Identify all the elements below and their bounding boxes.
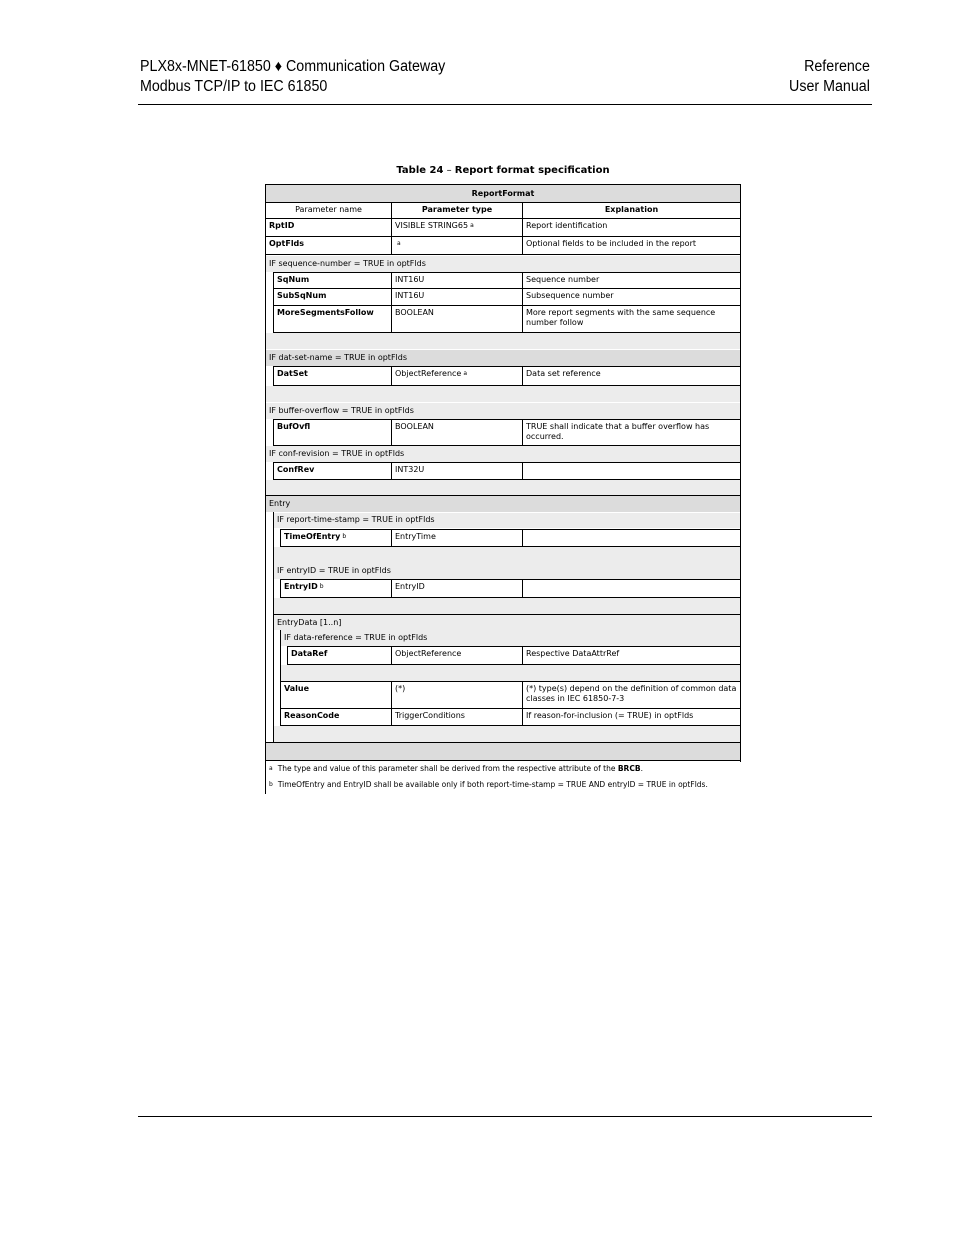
param-name: ReasonCode (284, 711, 340, 720)
table-row (273, 305, 741, 333)
condition-label: IF dat-set-name = TRUE in optFlds (269, 353, 408, 362)
param-type (391, 237, 522, 254)
condition-label: IF sequence-number = TRUE in optFlds (269, 259, 426, 268)
footnote-marker: b (342, 533, 347, 540)
table-row (280, 529, 741, 547)
param-name: EntryID $^b$ (284, 582, 324, 591)
condition-row (266, 350, 740, 366)
condition-label: IF entryID = TRUE in optFlds (277, 566, 391, 575)
column-header-type: Parameter type (391, 203, 522, 218)
param-explanation: Optional fields to be included in the report (522, 237, 740, 254)
param-name: DatSet (277, 369, 308, 378)
param-type: INT32U (391, 463, 522, 479)
column-header-name: Parameter name (295, 205, 362, 214)
param-name: TimeOfEntry $^b$ (284, 532, 347, 541)
header-right (789, 57, 870, 97)
param-explanation: Respective DataAttrRef (522, 647, 740, 664)
param-explanation: If reason-for-inclusion (= TRUE) in optFlds (522, 709, 740, 725)
param-explanation (522, 530, 740, 546)
param-explanation: Report identification (522, 219, 740, 236)
footer-rule (138, 1116, 872, 1117)
spacer-row (266, 480, 740, 495)
spacer-row (274, 598, 740, 614)
param-explanation: TRUE shall indicate that a buffer overflow has occurred. (522, 420, 740, 445)
param-explanation: (*) type(s) depend on the definition of common data classes in IEC 61850-7-3 (522, 682, 740, 708)
table-row (273, 272, 741, 289)
footnote-marker: a (397, 240, 401, 247)
condition-row (266, 256, 740, 272)
condition-row (274, 513, 740, 528)
param-type: ObjectReference $^a$ (391, 367, 522, 385)
caption-dash: – (443, 165, 455, 176)
spacer-row (266, 333, 740, 349)
table-row (287, 646, 741, 665)
footnote-marker: b (319, 583, 324, 590)
table-row (273, 419, 741, 446)
param-explanation: Subsequence number (522, 289, 740, 305)
condition-row (281, 630, 740, 646)
table-row (273, 288, 741, 306)
param-explanation (522, 463, 740, 479)
footnote-a (267, 764, 739, 774)
column-header-row (265, 202, 741, 219)
condition-row (266, 403, 740, 419)
footnote-marker: a (470, 222, 474, 229)
param-type: TriggerConditions (391, 709, 522, 725)
param-type: INT16U (391, 273, 522, 288)
spacer-row (281, 665, 740, 681)
param-name: ConfRev (277, 465, 315, 474)
param-type: BOOLEAN (391, 420, 522, 445)
condition-row (274, 564, 740, 579)
footnote-a-text: The type and value of this parameter shall be derived from the respective attribute of the (277, 764, 616, 773)
table-row (273, 462, 741, 480)
closing-band (266, 742, 740, 760)
footnote-b-text: TimeOfEntry and EntryID shall be available only if both report-time-stamp = TRUE AND entryID = TRUE in optFlds. (277, 780, 708, 789)
document-title: PLX8x-MNET-61850 ♦ Communication Gateway (140, 58, 446, 75)
table-row (265, 236, 741, 255)
header-left (140, 57, 445, 97)
column-header-explanation: Explanation (522, 203, 740, 218)
footnote-a-end: . (640, 764, 643, 773)
condition-label: IF conf-revision = TRUE in optFlds (269, 449, 405, 458)
param-explanation: Data set reference (522, 367, 740, 385)
param-type: BOOLEAN (391, 306, 522, 332)
table-row (280, 681, 741, 709)
param-type: EntryID (391, 580, 522, 597)
table-title-band (266, 185, 740, 202)
condition-label: IF data-reference = TRUE in optFlds (284, 633, 428, 642)
footnote-marker: a (463, 370, 468, 377)
spacer-row (274, 726, 740, 742)
param-type: (*) (391, 682, 522, 708)
footnote-a-bold: BRCB (617, 764, 641, 773)
param-name: RptID (269, 221, 295, 230)
table-caption (265, 165, 741, 176)
table-row (280, 579, 741, 598)
param-name: OptFlds (269, 239, 305, 248)
param-explanation: More report segments with the same sequence number follow (522, 306, 740, 332)
param-name: SqNum (277, 275, 310, 284)
entry-row (266, 495, 740, 512)
condition-label: IF report-time-stamp = TRUE in optFlds (277, 515, 435, 524)
table-number: Table 24 (396, 165, 444, 176)
table-title: ReportFormat (471, 189, 535, 198)
param-name: BufOvfl (277, 422, 311, 431)
entrydata-label: EntryData [1..n] (277, 618, 342, 627)
param-name: DataRef (291, 649, 328, 658)
param-name: MoreSegmentsFollow (277, 308, 374, 317)
param-type: ObjectReference (391, 647, 522, 664)
entry-label: Entry (269, 499, 291, 508)
document-subtitle: Modbus TCP/IP to IEC 61850 (140, 78, 328, 95)
header-rule (138, 104, 872, 105)
entrydata-row (274, 614, 740, 630)
footnote-b-mark: b (269, 781, 273, 788)
param-type: INT16U (391, 289, 522, 305)
param-name: SubSqNum (277, 291, 327, 300)
table-row (273, 366, 741, 386)
param-explanation: Sequence number (522, 273, 740, 288)
spacer-row (274, 547, 740, 564)
param-name: Value (284, 684, 310, 693)
table-row (265, 218, 741, 237)
caption-text: Report format specification (454, 165, 610, 176)
table-row (280, 708, 741, 726)
param-type: EntryTime (391, 530, 522, 546)
param-type: VISIBLE STRING65 $^a$ (391, 219, 522, 236)
param-explanation (522, 580, 740, 597)
footnote-a-mark: a (269, 765, 273, 772)
manual-label: User Manual (789, 78, 870, 95)
section-label: Reference (804, 58, 870, 75)
report-format-table (265, 184, 741, 794)
footnote-b (267, 780, 739, 790)
condition-label: IF buffer-overflow = TRUE in optFlds (269, 406, 414, 415)
condition-row (266, 446, 740, 462)
spacer-row (266, 386, 740, 402)
